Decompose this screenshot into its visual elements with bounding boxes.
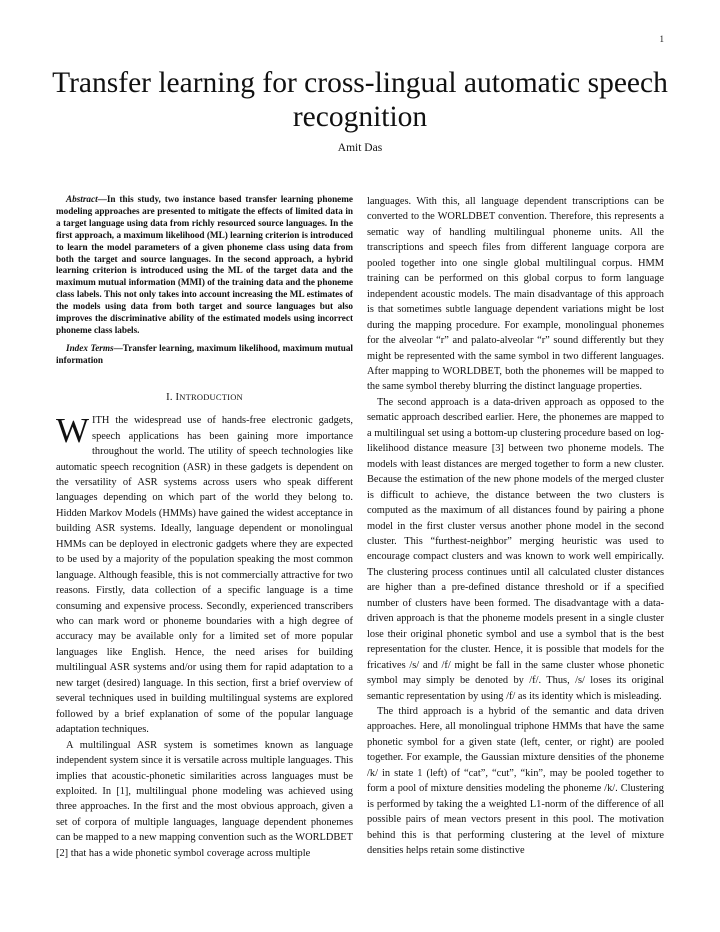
section-initial: I [175, 391, 180, 403]
index-terms [56, 343, 353, 367]
section-rest: NTRODUCTION [179, 391, 243, 402]
intro-paragraph-3: languages. With this, all language dependent transcriptions can be converted to the WORLDBET convention. Therefore, this represents a sematic way of handling multilingual phoneme units. All the transcriptions and speech files from different language corpora are pooled together into one single global multilingual corpus. HMM training can be performed on this global corpus to form language independent acoustic models. The main disadvantage of this approach is that sometimes subtle language dependent variations might be lost during the mapping procedure. For example, monolingual phonemes for the alveolar “r” and palato-alveolar “r” sound differently but they might be represented with the same symbol in two different languages. After mapping to WORLDBET, both the phonemes will be mapped to the same symbol thereby blurring the distinct language properties. [367, 196, 664, 393]
left-column [56, 194, 353, 861]
page-number: 1 [659, 34, 664, 44]
drop-cap: W [56, 411, 90, 451]
intro-paragraph-2: A multilingual ASR system is sometimes known as language independent system since it is versatile across multiple languages. This implies that acoustic-phonetic similarities across languages must be exploited. In [1], multilingual phone modeling was achieved using three approaches. In the first and the most obvious approach, given a set of corpora of multiple languages, language dependent phonemes can be mapped to a new mapping convention such as the WORLDBET [2] that has a wide phonetic symbol coverage across multiple [56, 739, 353, 859]
intro-paragraph-1 [56, 413, 353, 738]
author: Amit Das [337, 142, 383, 154]
right-column [367, 194, 664, 858]
index-terms-text: —Transfer learning, maximum likelihood, maximum mutual information [56, 342, 353, 365]
abstract [56, 194, 353, 337]
intro-paragraph-5: The third approach is a hybrid of the semantic and data driven approaches. Here, all monolingual triphone HMMs that have the same phonetic symbol for a given state (left, center, or right) are pooled together. For example, the Gaussian mixture densities of the phoneme /k/ in state 1 (left) of “cat”, “cut”, “kin”, may be pooled together to form a pool of mixture densities modeling the phoneme /k/. Clustering is performed by taking the a weighted L1-norm of the difference of all possible pairs of mean vectors present in this pool. The motivation behind this is that performing clustering at the level of mixture densities helps retain some distinctive [367, 705, 664, 857]
abstract-lead: Abstract [66, 194, 98, 204]
intro-paragraph-1-text: ITH the widespread use of hands-free electronic gadgets, speech applications has been gaining more importance throughout the world. The utility of speech technologies like automatic speech recognition (ASR) in these gadgets is dependent on the versatility of ASR systems across users who speak different languages depending on which part of the world they belong to. Hidden Markov Models (HMMs) have gained the widest acceptance in building ASR systems. Ideally, language dependent or monolingual HMMs can be deployed in electronic gadgets where they are expected to be used by a majority of the population speaking the most common language. Although feasible, this is not commercially attractive for two reasons. Firstly, data collection of a specific language is a time consuming and expensive process. Secondly, experienced transcribers who can mark word or phoneme boundaries with a high degree of accuracy may be available only for a limited set of more popular languages like English. Hence, the need arises for building multilingual ASR systems and/or using them for rapid adaptation to a new target (desired) language. In this section, first a brief overview of several techniques used in building multilingual systems are explored followed by a brief explanation of some of the popular language adaptation techniques. [56, 415, 353, 736]
abstract-text: —In this study, two instance based transfer learning phoneme modeling approaches are presented to mitigate the effects of limited data in a target language using data from richly resourced source languages. In the first approach, a maximum likelihood (ML) learning criterion is introduced to learn the model parameters of a given phoneme class using data from both the target and source languages. In the second approach, a hybrid learning criterion is introduced using the ML of the target data and the maximum mutual information (MMI) of the training data and the phoneme class labels. This not only takes into account increasing the ML estimates of the models using data from both target and source languages but also improves the discriminative ability of the estimated models using incorrect phoneme class labels. [56, 194, 353, 335]
intro-paragraph-4: The second approach is a data-driven approach as opposed to the sematic approach described earlier. Here, the phonemes are mapped to a multilingual set using a bottom-up clustering procedure based on log-likelihood distance measure [3] between two phoneme models. The models with least distances are merged together to form a new cluster. Because the estimation of the new phone models of the merged cluster is difficult to achieve, the distance between the two clusters is computed as the maximum of all distances found by pairing a phone model in the first cluster versus another phone model in the second cluster. This “furthest-neighbor” merging heuristic was used to encourage compact clusters and was known to work well empirically. The clustering process continues until all calculated cluster distances are higher than a pre-defined distance threshold or if a specified number of clusters have been formed. The disadvantage with a data-driven approach is that the phoneme models present in a single cluster lose their original phonetic symbol and use a symbol that is the best representation for the cluster. Hence, it is possible that models for the fricatives /s/ and /f/ might be fall in the same cluster whose phonetic symbol may simply be denoted by /f/. Thus, /s/ loses its original semantic representation by using /f/ as its identity which is misleading. [367, 396, 664, 702]
section-numeral: I. [166, 391, 176, 403]
section-heading [56, 390, 353, 405]
index-terms-lead: Index Terms [66, 342, 114, 353]
paper-title: Transfer learning for cross-lingual automatic speech recognition [52, 67, 668, 133]
